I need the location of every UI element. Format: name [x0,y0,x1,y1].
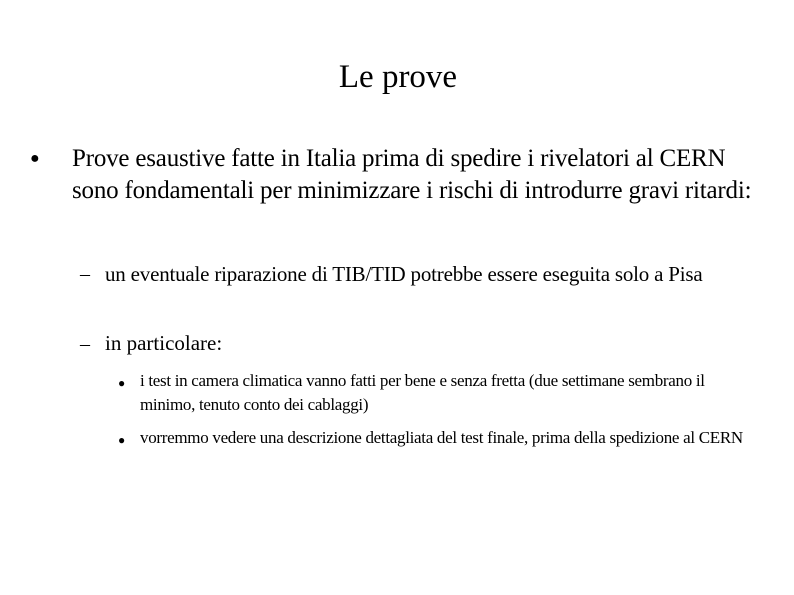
bullet-dot-icon: ● [30,150,40,167]
sub-bullet-text-repair: un eventuale riparazione di TIB/TID potrebbe essere eseguita solo a Pisa [105,262,703,286]
bullet-dot-icon: ● [118,433,126,447]
bullet-text-main: Prove esaustive fatte in Italia prima di spedire i rivelatori al CERN sono fondamentali per minimizzare i rischi di introdurre gravi ritardi: [72,145,752,204]
sub-sub-bullet-text-final-test: vorremmo vedere una descrizione dettagliata del test finale, prima della spedizione al CERN [140,428,743,447]
sub-sub-bullet-text-climate-test: i test in camera climatica vanno fatti per bene e senza fretta (due settimane sembrano il minimo, tenuto conto dei cablaggi) [140,371,705,414]
sub-bullet-text-particular: in particolare: [105,331,223,355]
bullet-dot-icon: ● [118,376,126,390]
dash-bullet-icon: – [80,333,90,355]
dash-bullet-icon: – [80,263,90,285]
slide-title: Le prove [338,59,458,95]
